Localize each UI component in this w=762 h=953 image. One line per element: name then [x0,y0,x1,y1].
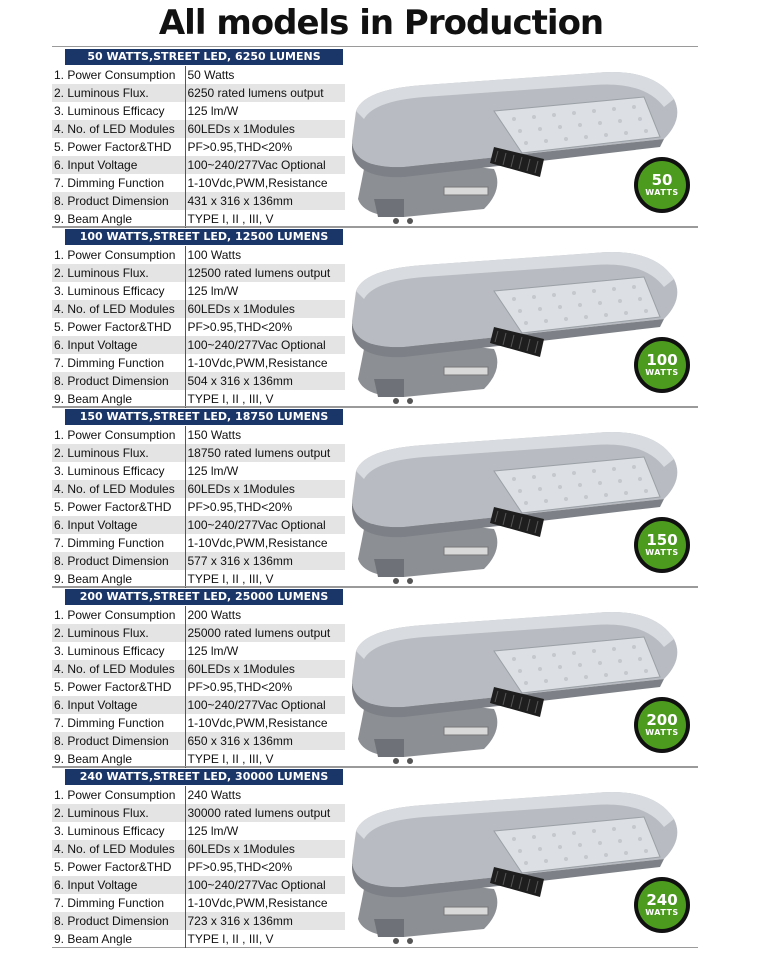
spec-label: 4. No. of LED Modules [52,300,185,318]
badge-wattage-number: 150 [646,531,678,549]
spec-label: 9. Beam Angle [52,210,185,228]
spec-label: 4. No. of LED Modules [52,660,185,678]
spec-row [52,660,345,678]
spec-row [52,318,345,336]
spec-label: 6. Input Voltage [52,156,185,174]
spec-row [52,696,345,714]
spec-value: TYPE I, II , III, V [187,752,274,766]
spec-row [52,84,345,102]
badge-wattage-number: 240 [646,891,678,909]
spec-label: 9. Beam Angle [52,750,185,768]
spec-label: 4. No. of LED Modules [52,120,185,138]
spec-table [52,66,345,228]
spec-value: 577 x 316 x 136mm [185,552,345,570]
spec-label: 6. Input Voltage [52,516,185,534]
wattage-badge [634,157,690,213]
product-block-50w [52,46,698,228]
spec-row [52,822,345,840]
spec-label: 3. Luminous Efficacy [52,462,185,480]
spec-row [52,714,345,732]
spec-value: 60LEDs x 1Modules [185,120,345,138]
wattage-badge [634,517,690,573]
spec-table [52,786,345,948]
spec-value: TYPE I, II , III, V [187,932,274,946]
spec-row [52,534,345,552]
badge-wattage-unit: WATTS [645,368,679,377]
spec-row [52,840,345,858]
wattage-badge [634,877,690,933]
spec-label: 3. Luminous Efficacy [52,102,185,120]
spec-value: 12500 rated lumens output [185,264,345,282]
spec-value: TYPE I, II , III, V [187,572,274,586]
badge-wattage-number: 200 [646,711,678,729]
spec-label: 8. Product Dimension [52,372,185,390]
spec-row [52,120,345,138]
spec-value: 100~240/277Vac Optional [185,876,345,894]
spec-value: PF>0.95,THD<20% [187,140,293,154]
spec-value: 25000 rated lumens output [185,624,345,642]
spec-row [52,336,345,354]
product-block-240w [52,766,698,948]
spec-value: 1-10Vdc,PWM,Resistance [187,896,328,910]
spec-value: 504 x 316 x 136mm [185,372,345,390]
spec-table [52,426,345,588]
spec-row [52,192,345,210]
spec-row [52,66,345,84]
spec-row [52,246,345,264]
spec-value: 650 x 316 x 136mm [185,732,345,750]
spec-value: PF>0.95,THD<20% [187,320,293,334]
spec-table [52,606,345,768]
product-header: 150 WATTS,STREET LED, 18750 LUMENS [65,409,343,425]
spec-row [52,552,345,570]
spec-label: 1. Power Consumption [52,786,185,804]
spec-label: 1. Power Consumption [52,246,185,264]
badge-wattage-unit: WATTS [645,188,679,197]
spec-value: PF>0.95,THD<20% [187,500,293,514]
spec-row [52,156,345,174]
spec-row [52,264,345,282]
spec-label: 7. Dimming Function [52,354,185,372]
spec-value: 30000 rated lumens output [185,804,345,822]
product-header: 50 WATTS,STREET LED, 6250 LUMENS [65,49,343,65]
spec-value: 100~240/277Vac Optional [185,516,345,534]
spec-label: 2. Luminous Flux. [52,804,185,822]
spec-label: 8. Product Dimension [52,192,185,210]
spec-value: 18750 rated lumens output [185,444,345,462]
spec-label: 1. Power Consumption [52,606,185,624]
spec-row [52,606,345,624]
spec-value: 431 x 316 x 136mm [185,192,345,210]
spec-value: PF>0.95,THD<20% [187,680,293,694]
spec-label: 2. Luminous Flux. [52,624,185,642]
spec-value: 240 Watts [187,788,242,802]
spec-value: TYPE I, II , III, V [187,392,274,406]
spec-value: 150 Watts [187,428,242,442]
spec-label: 7. Dimming Function [52,714,185,732]
spec-label: 2. Luminous Flux. [52,444,185,462]
spec-row [52,354,345,372]
spec-value: PF>0.95,THD<20% [187,860,293,874]
spec-label: 1. Power Consumption [52,426,185,444]
street-light-image [344,229,694,405]
spec-value: 6250 rated lumens output [185,84,345,102]
spec-value: 100~240/277Vac Optional [185,156,345,174]
spec-row [52,642,345,660]
spec-value: 100~240/277Vac Optional [185,696,345,714]
page-title: All models in Production [158,3,604,43]
spec-label: 5. Power Factor&THD [52,318,185,336]
spec-value: 60LEDs x 1Modules [185,480,345,498]
badge-wattage-unit: WATTS [645,548,679,557]
spec-label: 7. Dimming Function [52,534,185,552]
spec-row [52,930,345,948]
spec-row [52,426,345,444]
spec-label: 5. Power Factor&THD [52,138,185,156]
spec-row [52,516,345,534]
product-block-150w [52,406,698,588]
spec-row [52,282,345,300]
spec-label: 8. Product Dimension [52,552,185,570]
product-header: 200 WATTS,STREET LED, 25000 LUMENS [65,589,343,605]
spec-label: 8. Product Dimension [52,912,185,930]
spec-row [52,912,345,930]
spec-row [52,858,345,876]
spec-row [52,786,345,804]
spec-label: 1. Power Consumption [52,66,185,84]
spec-value: TYPE I, II , III, V [187,212,274,226]
spec-value: 60LEDs x 1Modules [185,660,345,678]
spec-row [52,138,345,156]
spec-label: 6. Input Voltage [52,336,185,354]
spec-row [52,444,345,462]
spec-value: 125 lm/W [187,284,239,298]
spec-row [52,498,345,516]
spec-label: 5. Power Factor&THD [52,858,185,876]
spec-value: 1-10Vdc,PWM,Resistance [187,356,328,370]
spec-label: 8. Product Dimension [52,732,185,750]
spec-value: 1-10Vdc,PWM,Resistance [187,176,328,190]
spec-row [52,624,345,642]
spec-value: 60LEDs x 1Modules [185,840,345,858]
spec-row [52,876,345,894]
badge-wattage-unit: WATTS [645,908,679,917]
spec-label: 3. Luminous Efficacy [52,642,185,660]
spec-value: 125 lm/W [187,104,239,118]
badge-wattage-number: 50 [651,171,673,189]
spec-label: 2. Luminous Flux. [52,264,185,282]
spec-row [52,462,345,480]
spec-label: 5. Power Factor&THD [52,678,185,696]
spec-row [52,678,345,696]
wattage-badge [634,337,690,393]
spec-value: 200 Watts [187,608,242,622]
spec-label: 6. Input Voltage [52,696,185,714]
street-light-image [344,49,694,225]
spec-label: 6. Input Voltage [52,876,185,894]
spec-label: 3. Luminous Efficacy [52,822,185,840]
street-light-image [344,409,694,585]
spec-row [52,102,345,120]
spec-table [52,246,345,408]
spec-row [52,300,345,318]
product-header: 100 WATTS,STREET LED, 12500 LUMENS [65,229,343,245]
spec-label: 9. Beam Angle [52,390,185,408]
spec-value: 1-10Vdc,PWM,Resistance [187,536,328,550]
spec-label: 9. Beam Angle [52,930,185,948]
product-header: 240 WATTS,STREET LED, 30000 LUMENS [65,769,343,785]
spec-value: 723 x 316 x 136mm [185,912,345,930]
badge-wattage-number: 100 [646,351,678,369]
street-light-image [344,589,694,765]
spec-label: 7. Dimming Function [52,174,185,192]
spec-row [52,480,345,498]
spec-label: 5. Power Factor&THD [52,498,185,516]
wattage-badge [634,697,690,753]
spec-label: 9. Beam Angle [52,570,185,588]
spec-value: 100 Watts [187,248,242,262]
spec-value: 60LEDs x 1Modules [185,300,345,318]
spec-row [52,732,345,750]
spec-value: 125 lm/W [187,644,239,658]
spec-row [52,174,345,192]
spec-label: 4. No. of LED Modules [52,480,185,498]
spec-value: 100~240/277Vac Optional [185,336,345,354]
spec-row [52,894,345,912]
spec-row [52,372,345,390]
street-light-image [344,769,694,945]
spec-value: 1-10Vdc,PWM,Resistance [187,716,328,730]
spec-value: 125 lm/W [187,824,239,838]
spec-label: 4. No. of LED Modules [52,840,185,858]
spec-label: 2. Luminous Flux. [52,84,185,102]
spec-value: 125 lm/W [187,464,239,478]
spec-value: 50 Watts [187,68,235,82]
spec-label: 3. Luminous Efficacy [52,282,185,300]
product-block-100w [52,226,698,408]
spec-row [52,804,345,822]
badge-wattage-unit: WATTS [645,728,679,737]
spec-label: 7. Dimming Function [52,894,185,912]
product-block-200w [52,586,698,768]
